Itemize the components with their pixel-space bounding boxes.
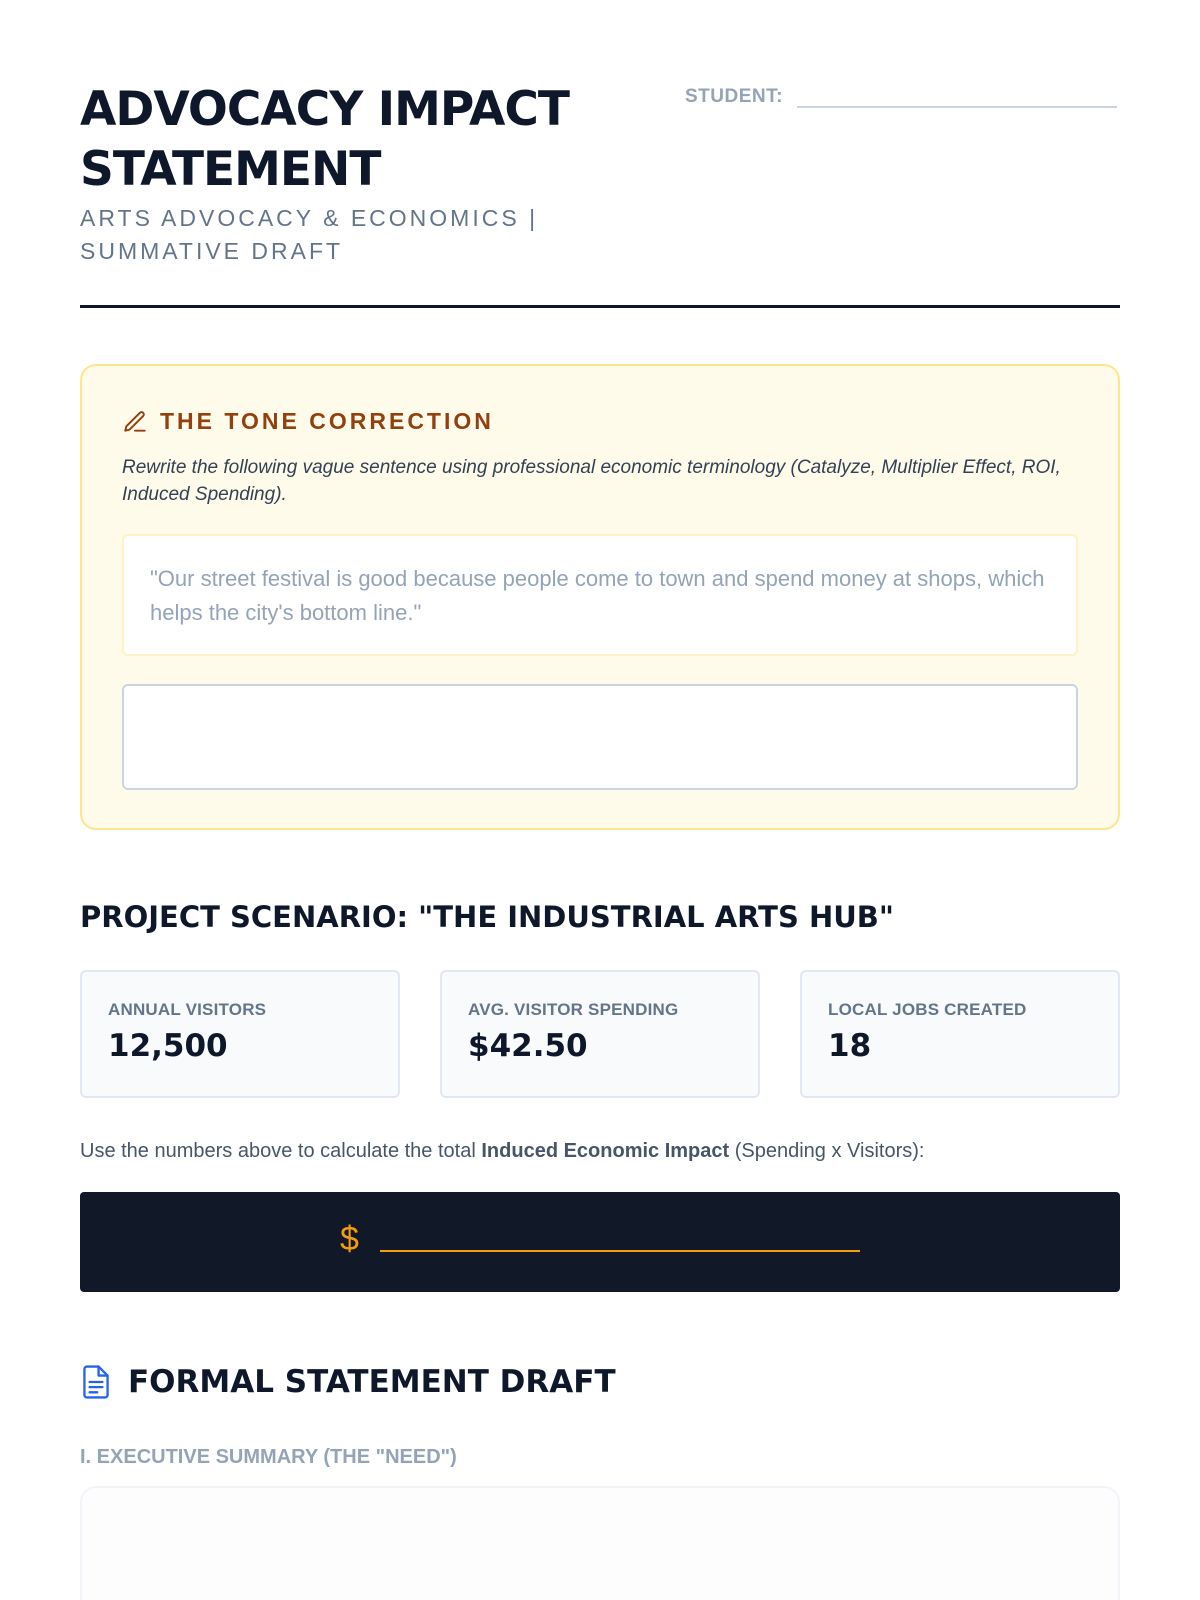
stat-label: ANNUAL VISITORS	[108, 1000, 267, 1019]
document-header	[80, 80, 1120, 308]
stat-value: 12,500	[108, 1028, 228, 1064]
stat-label: AVG. VISITOR SPENDING	[468, 1000, 679, 1019]
project-scenario-title: PROJECT SCENARIO: "THE INDUSTRIAL ARTS HUB"	[80, 900, 894, 934]
stat-avg-visitor-spending	[440, 970, 760, 1098]
impact-total-input[interactable]	[380, 1250, 860, 1252]
tone-correction-title: THE TONE CORRECTION	[160, 408, 494, 434]
formal-statement-header	[80, 1364, 616, 1400]
document-title: ADVOCACY IMPACT STATEMENT	[80, 82, 569, 197]
stat-local-jobs-created	[800, 970, 1120, 1098]
calc-note-end: (Spending x Visitors):	[729, 1140, 925, 1162]
document-icon	[80, 1364, 112, 1400]
document-subtitle: ARTS ADVOCACY & ECONOMICS | SUMMATIVE DRAFT	[80, 205, 539, 264]
stat-value: 18	[828, 1028, 872, 1064]
stat-label: LOCAL JOBS CREATED	[828, 1000, 1027, 1019]
calc-note-start: Use the numbers above to calculate the total	[80, 1140, 482, 1162]
pencil-icon	[122, 409, 148, 435]
scenario-stats	[80, 970, 1120, 1098]
stat-annual-visitors	[80, 970, 400, 1098]
tone-correction-header	[122, 408, 494, 435]
calc-note-term: Induced Economic Impact	[481, 1140, 730, 1162]
impact-calculation-bar	[80, 1192, 1120, 1292]
executive-summary-label: I. EXECUTIVE SUMMARY (THE "NEED")	[80, 1446, 457, 1468]
stat-value: $42.50	[468, 1028, 588, 1064]
tone-correction-card	[80, 364, 1120, 830]
formal-statement-title: FORMAL STATEMENT DRAFT	[128, 1364, 616, 1400]
tone-correction-instructions: Rewrite the following vague sentence using professional economic terminology (Catalyze, Multiplier Effect, ROI, Induced Spending).	[122, 457, 1061, 505]
currency-symbol: $	[340, 1220, 359, 1258]
rewrite-response-input[interactable]	[122, 684, 1078, 790]
student-name-input[interactable]	[797, 84, 1117, 108]
vague-sentence-quote: "Our street festival is good because people come to town and spend money at shops, which helps the city's bottom line."	[122, 534, 1078, 656]
executive-summary-input[interactable]	[80, 1486, 1120, 1600]
calculation-instructions	[80, 1140, 924, 1163]
student-field	[685, 84, 1117, 108]
student-label: STUDENT:	[685, 86, 783, 107]
